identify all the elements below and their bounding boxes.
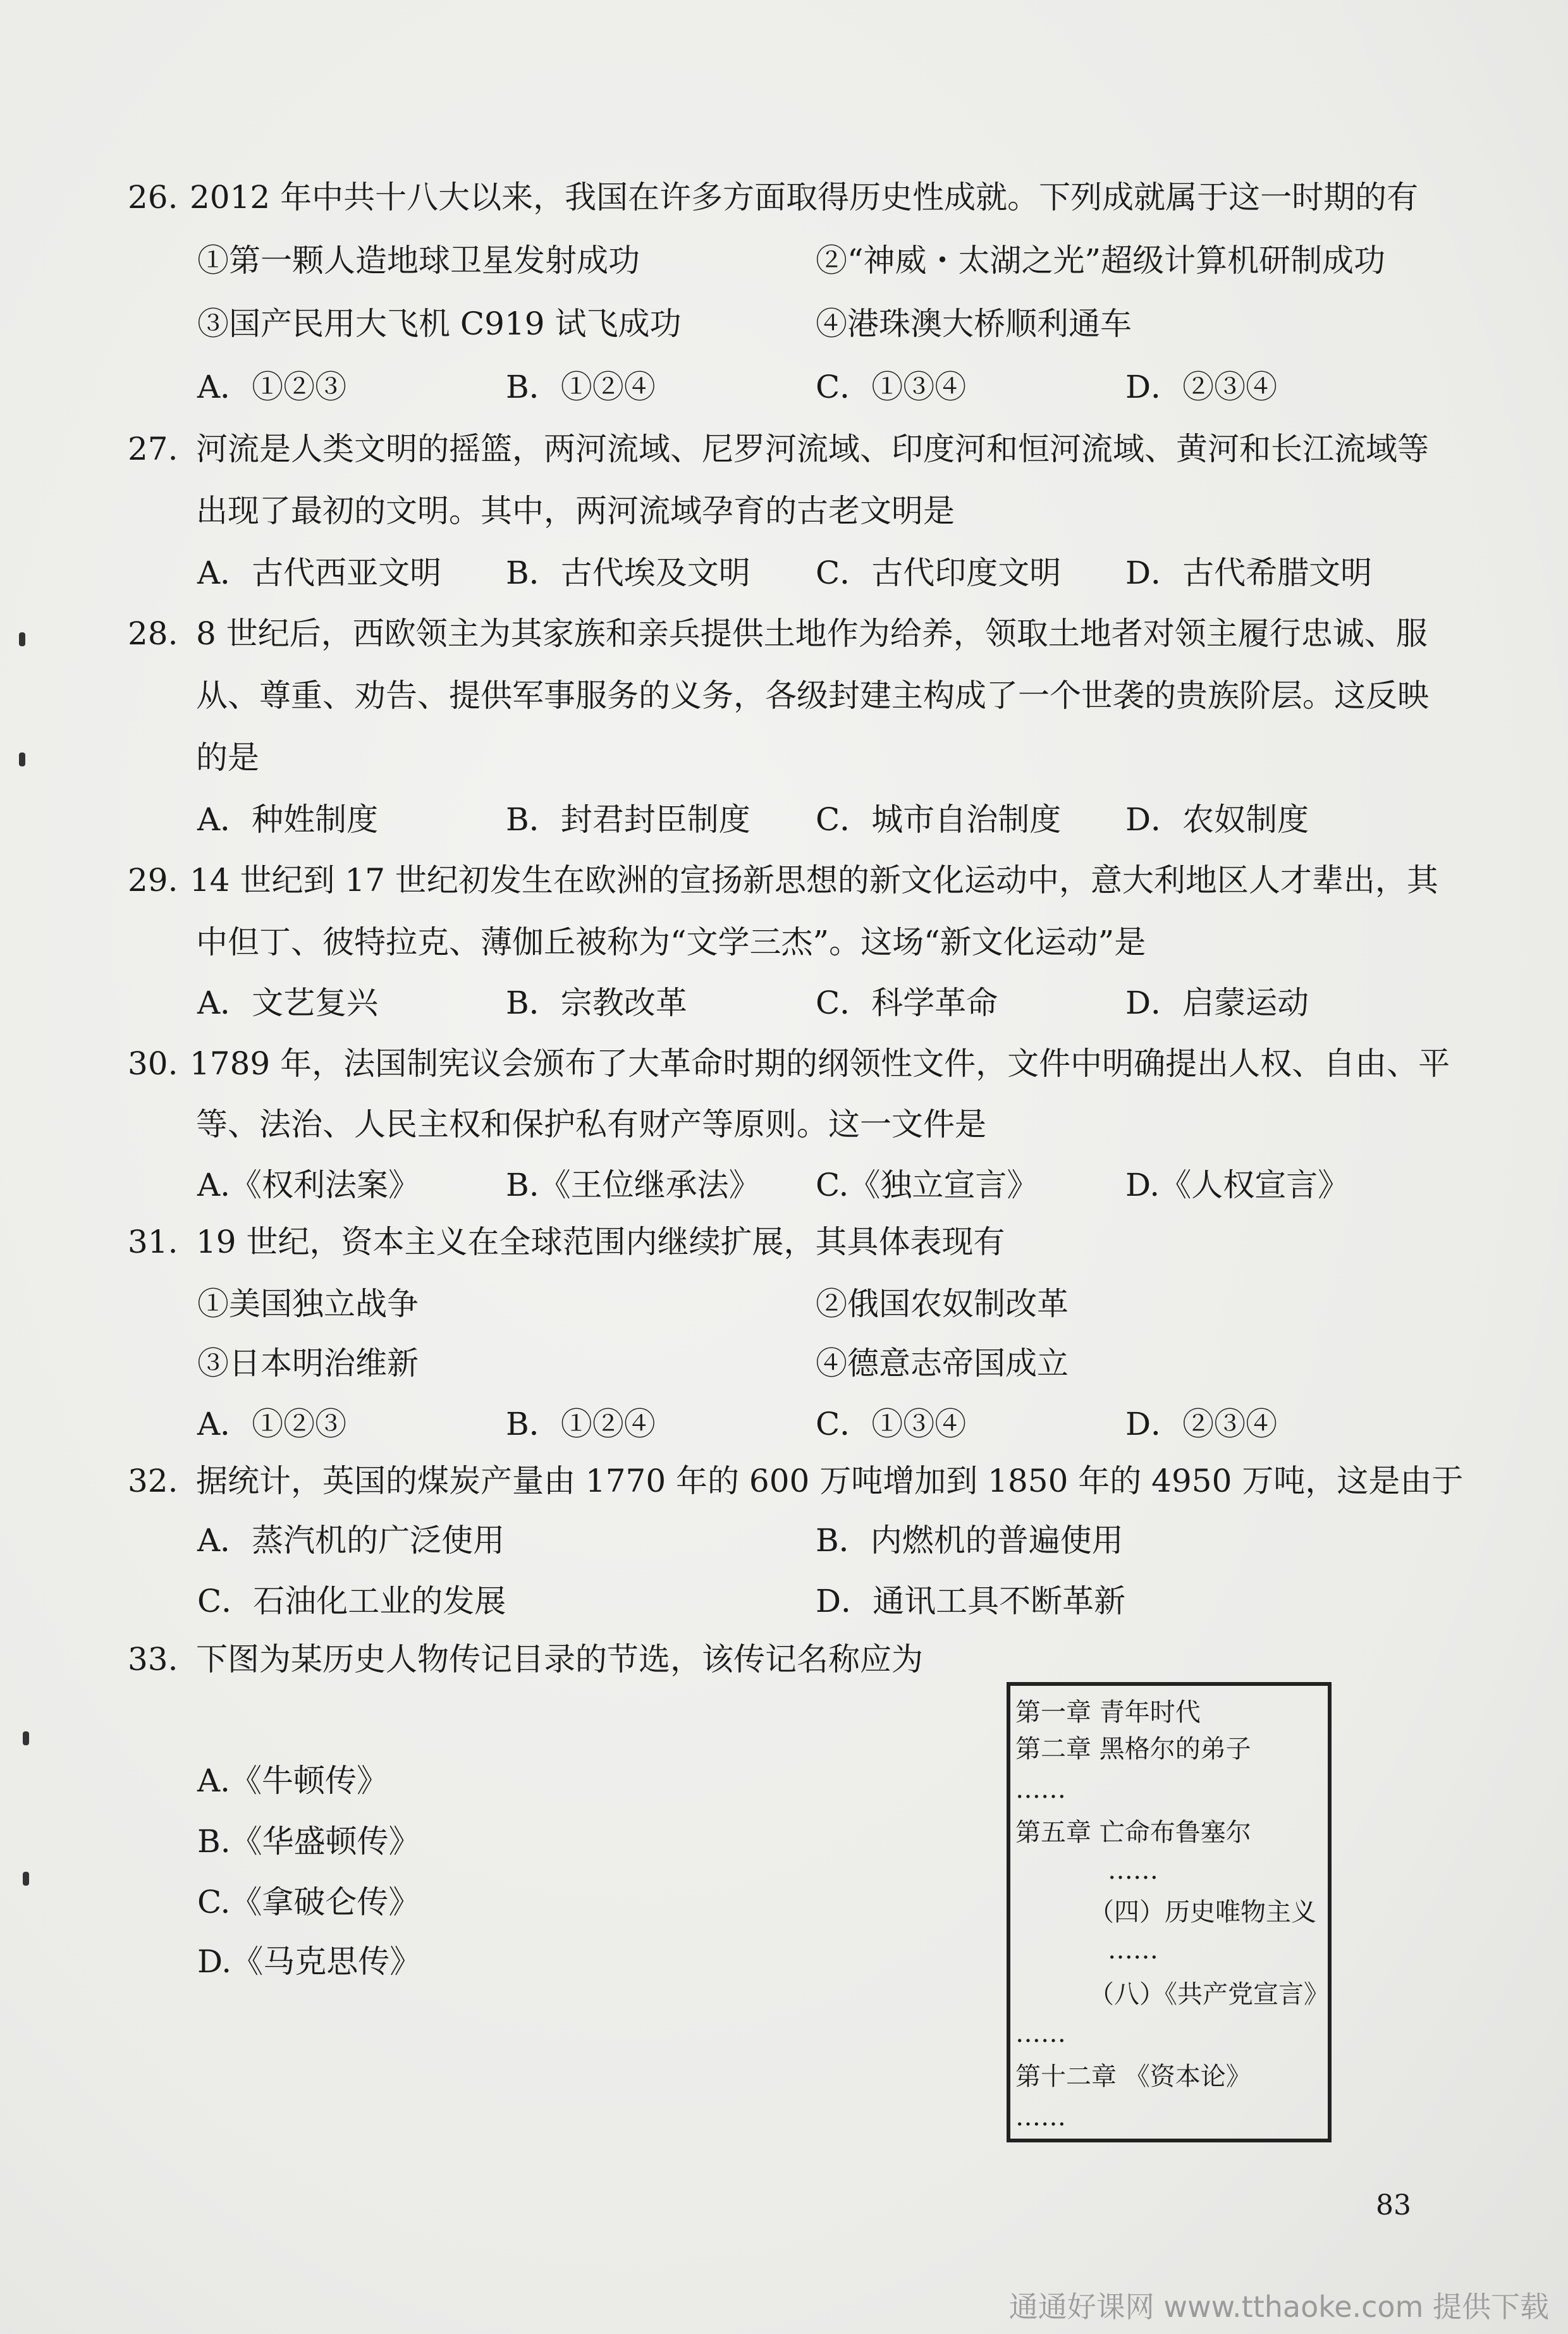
option: D．启蒙运动 [1125, 985, 1309, 1021]
option: B．①②④ [506, 369, 656, 405]
option: D．②③④ [1125, 369, 1278, 405]
toc-entry: 第一章 青年时代 [1015, 1698, 1201, 1727]
question-stem: 出现了最初的文明。其中，两河流域孕育的古老文明是 [196, 493, 955, 529]
option: A．文艺复兴 [197, 985, 379, 1021]
toc-entry: …… [1108, 1936, 1158, 1965]
option: B.《王位继承法》 [506, 1167, 761, 1203]
watermark-footer: 通通好课网 www.tthaoke.com 提供下载 [1008, 2290, 1549, 2324]
option: C．石油化工业的发展 [197, 1583, 506, 1619]
question-number: 26. [128, 179, 178, 216]
statement: ②俄国农奴制改革 [816, 1286, 1069, 1322]
question-stem: 1789 年，法国制宪议会颁布了大革命时期的纲领性文件，文件中明确提出人权、自由、平 [190, 1045, 1450, 1082]
option: D．农奴制度 [1125, 801, 1309, 838]
option: B．封君封臣制度 [506, 801, 750, 838]
option: B．①②④ [506, 1406, 656, 1442]
toc-entry: 第二章 黑格尔的弟子 [1015, 1735, 1251, 1764]
option: C.《独立宣言》 [816, 1167, 1039, 1203]
option: D．古代希腊文明 [1125, 555, 1373, 591]
toc-entry: （四）历史唯物主义 [1089, 1898, 1316, 1927]
question-stem: 8 世纪后，西欧领主为其家族和亲兵提供土地作为给养，领取土地者对领主履行忠诚、服 [196, 615, 1428, 652]
toc-entry: 第十二章 《资本论》 [1015, 2062, 1251, 2091]
statement: ③日本明治维新 [197, 1345, 419, 1382]
option: B.《华盛顿传》 [197, 1823, 420, 1860]
statement: ①第一颗人造地球卫星发射成功 [197, 242, 640, 279]
question-stem: 19 世纪，资本主义在全球范围内继续扩展，其具体表现有 [196, 1224, 1005, 1260]
option: A．蒸汽机的广泛使用 [197, 1522, 505, 1559]
toc-entry: （八）《共产党宣言》 [1089, 1980, 1329, 2009]
question-number: 32. [128, 1463, 178, 1499]
statement: ④港珠澳大桥顺利通车 [816, 305, 1132, 342]
question-number: 31. [128, 1224, 178, 1260]
question-stem: 河流是人类文明的摇篮，两河流域、尼罗河流域、印度河和恒河流域、黄河和长江流域等 [196, 431, 1429, 467]
option: D．通讯工具不断革新 [816, 1583, 1126, 1619]
option: B．内燃机的普遍使用 [816, 1522, 1124, 1559]
toc-entry: …… [1015, 2103, 1066, 2132]
binding-mark [23, 1872, 29, 1886]
option: C．①③④ [816, 1406, 967, 1442]
question-stem: 从、尊重、劝告、提供军事服务的义务，各级封建主构成了一个世袭的贵族阶层。这反映 [196, 677, 1429, 714]
question-number: 30. [128, 1045, 178, 1082]
question-stem: 中但丁、彼特拉克、薄伽丘被称为“文学三杰”。这场“新文化运动”是 [196, 924, 1146, 961]
question-number: 27. [128, 431, 178, 467]
question-number: 28. [128, 615, 178, 652]
toc-entry: …… [1108, 1856, 1158, 1885]
option: B．古代埃及文明 [506, 555, 750, 591]
option: C．①③④ [816, 369, 967, 405]
question-stem: 2012 年中共十八大以来，我国在许多方面取得历史性成就。下列成就属于这一时期的有 [190, 179, 1419, 216]
option: A．种姓制度 [197, 801, 379, 838]
option: C．古代印度文明 [816, 555, 1062, 591]
toc-entry: …… [1015, 2019, 1066, 2048]
option: A．①②③ [197, 369, 347, 405]
option: C．科学革命 [816, 985, 998, 1021]
statement: ②“神威・太湖之光”超级计算机研制成功 [816, 242, 1386, 279]
binding-mark [19, 632, 25, 646]
option: D．②③④ [1125, 1406, 1278, 1442]
option: D.《马克思传》 [197, 1943, 422, 1980]
option: C．城市自治制度 [816, 801, 1062, 838]
option: A．古代西亚文明 [197, 555, 442, 591]
question-stem: 下图为某历史人物传记目录的节选，该传记名称应为 [196, 1641, 923, 1678]
option: C.《拿破仑传》 [197, 1884, 420, 1920]
toc-entry: …… [1015, 1775, 1066, 1804]
binding-mark [19, 752, 25, 766]
option: A.《权利法案》 [197, 1167, 420, 1203]
statement: ④德意志帝国成立 [816, 1345, 1069, 1382]
question-number: 29. [128, 862, 178, 899]
question-stem: 的是 [196, 739, 259, 776]
statement: ③国产民用大飞机 C919 试飞成功 [197, 305, 682, 342]
option: B．宗教改革 [506, 985, 687, 1021]
option: A．①②③ [197, 1406, 347, 1442]
question-number: 33. [128, 1641, 178, 1678]
page-number: 83 [1376, 2189, 1411, 2221]
binding-mark [23, 1731, 29, 1745]
option: D.《人权宣言》 [1125, 1167, 1350, 1203]
option: A.《牛顿传》 [197, 1762, 389, 1799]
toc-entry: 第五章 亡命布鲁塞尔 [1015, 1818, 1251, 1847]
question-stem: 14 世纪到 17 世纪初发生在欧洲的宣扬新思想的新文化运动中，意大利地区人才辈出，其 [190, 862, 1438, 899]
question-stem: 等、法治、人民主权和保护私有财产等原则。这一文件是 [196, 1106, 986, 1143]
statement: ①美国独立战争 [197, 1286, 419, 1322]
question-stem: 据统计，英国的煤炭产量由 1770 年的 600 万吨增加到 1850 年的 4950 万吨，这是由于 [196, 1463, 1464, 1499]
